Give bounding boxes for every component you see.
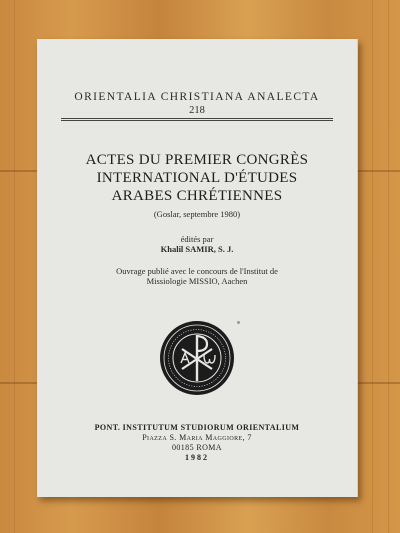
publication-note-line-2: Missiologie MISSIO, Aachen <box>146 276 248 286</box>
series-title: ORIENTALIA CHRISTIANA ANALECTA <box>74 91 320 103</box>
edited-by-label: édités par <box>180 234 214 244</box>
title-line-2: INTERNATIONAL D'ÉTUDES <box>96 170 298 186</box>
title-line-1: ACTES DU PREMIER CONGRÈS <box>85 152 309 168</box>
title-line-3: ARABES CHRÉTIENNES <box>111 188 283 204</box>
publisher-name: PONT. INSTITUTUM STUDIORUM ORIENTALIUM <box>94 423 300 432</box>
publication-note-line-1: Ouvrage publié avec le concours de l'Institut de <box>116 266 278 276</box>
publisher-address: Piazza S. Maria Maggiore, 7 <box>142 433 252 442</box>
double-rule <box>61 118 333 121</box>
publication-year: 1982 <box>185 453 209 462</box>
editor-name: Khalil SAMIR, S. J. <box>160 244 234 254</box>
publisher-city: 00185 ROMA <box>171 443 222 452</box>
wood-grain <box>372 0 373 533</box>
wood-grain <box>14 0 15 533</box>
speck <box>237 321 240 324</box>
series-number: 218 <box>189 105 205 116</box>
book-cover <box>37 39 358 497</box>
wood-grain <box>388 0 389 533</box>
congress-date: (Goslar, septembre 1980) <box>153 209 241 219</box>
chi-rho-emblem-icon <box>158 319 236 397</box>
